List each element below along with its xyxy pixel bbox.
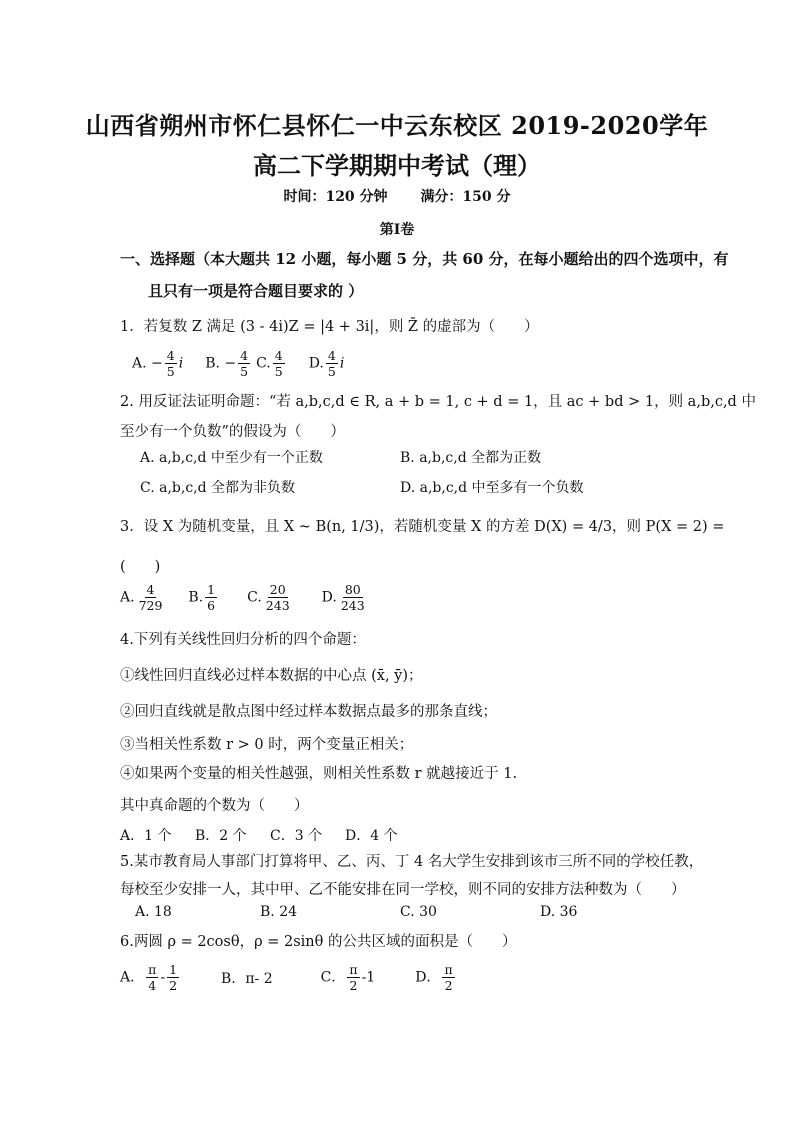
q4-item-3: ③当相关性系数 r > 0 时，两个变量正相关； [120,737,414,753]
q6-option-b [221,968,273,988]
frac-num: 80 [344,582,361,597]
frac-num: 4 [327,348,336,363]
section-heading-line2: 且只有一项是符合题目要求的 ） [148,282,364,300]
q3-option-c [247,582,294,613]
frac-den: 5 [240,364,249,379]
minus-two: - 2 [254,970,273,987]
frac-num: 20 [269,582,286,597]
pi-symbol: π [245,970,255,987]
q1-option-b [205,348,252,379]
section-heading-line1: 一、选择题（本大题共 12 小题，每小题 5 分，共 60 分，在每小题给出的四个选项中，有 [120,250,729,268]
q1-option-b-frac [238,348,250,379]
question-4-stem: 4.下列有关线性回归分析的四个命题： [120,632,366,648]
q3-option-b-label: B. [188,589,204,606]
imag-unit: i [178,355,184,372]
q6-option-d-label: D． [415,969,441,986]
q3-option-d [322,582,369,613]
q4-item-1: ①线性回归直线必过样本数据的中心点 (x̄, ȳ)； [120,668,423,684]
q2-option-b: B. a,b,c,d 全都为正数 [400,450,542,466]
q1-option-d-frac [326,348,338,379]
question-5-stem-line2: 每校至少安排一人，其中甲、乙不能安排在同一学校，则不同的安排方法种数为（ ） [120,882,686,898]
q6-option-a [120,962,181,993]
question-2-stem-line2: 至少有一个负数”的假设为（ ） [120,424,345,440]
frac-den: 243 [340,598,365,613]
q1-option-c-frac [273,348,285,379]
question-5-stem-line1: 5.某市教育局人事部门打算将甲、乙、丙、丁 4 名大学生安排到该市三所不同的学校任教， [120,854,704,870]
frac-num: 4 [240,348,249,363]
q1-option-a-label: A. − [132,355,163,372]
q1-option-d [309,348,345,379]
frac-den: 729 [138,598,163,613]
q4-option-a: A．1 个 [120,828,172,844]
q3-option-a-label: A. [120,589,135,606]
q4-item-2: ②回归直线就是散点图中经过样本数据点最多的那条直线； [120,704,497,720]
frac-num: π [148,962,157,977]
q1-option-a-frac [165,348,177,379]
q3-option-a-frac [137,582,165,613]
question-6-options [120,962,457,993]
frac-den: 2 [349,978,358,993]
frac-den: 5 [327,364,336,379]
frac-num: π [349,962,358,977]
exam-title-line2: 高二下学期期中考试（理） [253,151,541,180]
q1-option-a [132,348,183,379]
frac-num: π [444,962,453,977]
q1-option-d-label: D. [308,355,324,372]
frac-num: 4 [166,348,175,363]
frac-num: 1 [207,582,216,597]
q3-option-a [120,582,166,613]
q5-option-a: A. 18 [135,904,172,920]
q4-option-b: B．2 个 [195,828,247,844]
q6-option-c-frac [347,962,359,993]
exam-meta [0,186,794,206]
q4-option-d: D．4 个 [345,828,398,844]
minus-one: -1 [361,969,376,986]
q4-item-4: ④如果两个变量的相关性越强，则相关性系数 r 就越接近于 1. [120,766,518,782]
question-6-stem: 6.两圆 ρ = 2cosθ，ρ = 2sinθ 的公共区域的面积是（ ） [120,934,517,950]
q6-option-a-label: A． [120,969,145,986]
q3-option-d-label: D. [321,589,337,606]
exam-title-line1: 山西省朔州市怀仁县怀仁一中云东校区 2019-2020学年 [85,111,709,140]
question-3-stem: 3．设 X 为随机变量，且 X ~ B(n, 1/3)，若随机变量 X 的方差 D(X) = 4/3，则 P(X = 2) = [120,519,725,535]
frac-num: 1 [169,962,178,977]
exam-score: 满分：150 分 [420,189,511,205]
q6-option-d [415,962,456,993]
frac-den: 2 [169,978,178,993]
q6-option-d-frac [442,962,454,993]
q4-option-c: C．3 个 [270,828,323,844]
q6-option-a-frac2 [167,962,179,993]
q3-option-c-label: C. [247,589,262,606]
exam-time: 时间：120 分钟 [283,189,388,205]
frac-den: 2 [444,978,453,993]
q1-option-c [256,348,287,379]
q3-option-d-frac [339,582,367,613]
q5-option-c: C. 30 [400,904,437,920]
q5-option-d: D. 36 [540,904,578,920]
minus-sign: - [160,969,166,986]
question-4-ask: 其中真命题的个数为（ ） [120,798,309,814]
question-3-options [120,582,369,613]
frac-num: 4 [274,348,283,363]
question-1-options [132,348,344,379]
frac-den: 4 [148,978,157,993]
q5-option-b: B. 24 [260,904,298,920]
volume-label: 第Ⅰ卷 [379,222,415,238]
q2-option-a: A. a,b,c,d 中至少有一个正数 [140,450,323,466]
q3-option-c-frac [264,582,292,613]
frac-num: 4 [146,582,155,597]
question-2-stem-line1: 2. 用反证法证明命题：“若 a,b,c,d ∈ R, a + b = 1, c + d = 1，且 ac + bd > 1，则 a,b,c,d 中 [120,394,756,410]
q6-option-c-label: C． [320,969,346,986]
q1-option-b-label: B. − [205,355,237,372]
question-1-stem: 1．若复数 Z 满足 (3 - 4i)Z = |4 + 3i|，则 Z̄ 的虚部为（ ） [120,319,539,335]
imag-unit: i [339,355,345,372]
q6-option-b-label: B． [221,970,246,987]
q6-option-a-frac1 [146,962,158,993]
q1-option-c-label: C. [256,355,271,372]
q2-option-c: C. a,b,c,d 全都为非负数 [140,480,296,496]
q3-option-b-frac [205,582,217,613]
frac-den: 243 [265,598,290,613]
q3-option-b [188,582,219,613]
question-3-paren: ( ) [120,559,161,575]
q2-option-d: D. a,b,c,d 中至多有一个负数 [400,480,584,496]
q6-option-c [321,962,376,993]
frac-den: 5 [166,364,175,379]
frac-den: 5 [274,364,283,379]
frac-den: 6 [207,598,216,613]
